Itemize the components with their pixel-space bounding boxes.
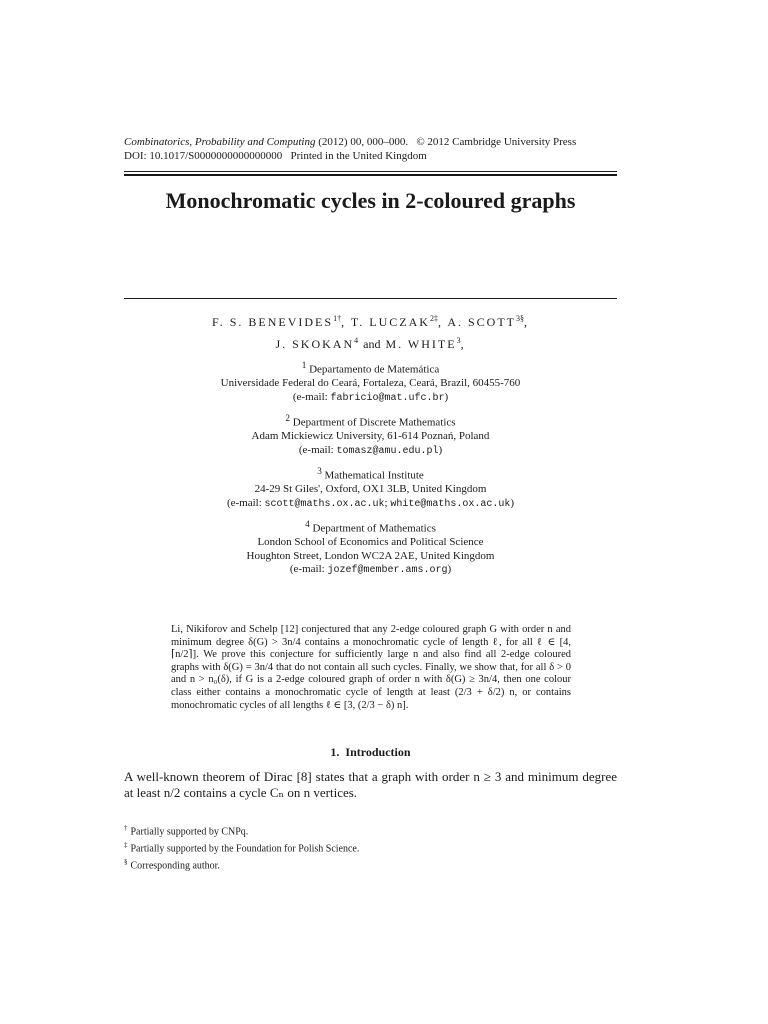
footnote-mark: § xyxy=(124,857,128,866)
email-suffix: ) xyxy=(447,563,452,576)
email-link[interactable]: white@maths.ox.ac.uk xyxy=(390,498,511,510)
header-rule-bottom xyxy=(124,174,617,176)
affiliation-3: $^3$ Mathematical Institute 24-29 St Giles', Oxford, OX1 3LB, United Kingdom (e-mail: scott@maths.ox.ac.uk; white@maths.ox.ac.uk) xyxy=(124,465,617,511)
doi-line xyxy=(124,149,612,163)
author-mark: 3§ xyxy=(515,314,524,323)
affiliation-address: Universidade Federal do Ceará, Fortaleza, Ceará, Brazil, 60455-760 xyxy=(220,377,521,390)
author-name: F. S. BENEVIDES xyxy=(212,315,334,329)
affiliation-dept: Mathematical Institute xyxy=(324,469,424,482)
affiliation-dept: Department of Mathematics xyxy=(312,522,436,535)
footnote xyxy=(124,839,617,856)
affiliation-dept: Departamento de Matemática xyxy=(309,363,440,376)
header-rule-top xyxy=(124,171,617,172)
email-prefix: (e-mail: xyxy=(298,443,337,456)
affiliation-1 xyxy=(124,359,617,405)
affiliation-school: London School of Economics and Political Science xyxy=(257,536,484,549)
affiliation-number: 1 xyxy=(301,360,307,370)
journal-citation-line xyxy=(124,135,612,149)
title-rule xyxy=(124,298,617,299)
footnote xyxy=(124,822,617,839)
footnote-text: Partially supported by CNPq. xyxy=(130,826,249,838)
email-suffix: ) xyxy=(510,496,515,509)
authors-line-1: F. S. $BENEVIDES^{1\dagger}$, T. $LUCZAK^{2\ddagger}$, A. $SCOTT^{3\S}$, xyxy=(212,314,529,329)
affiliation-number: 3 xyxy=(317,466,322,476)
footnotes xyxy=(124,822,617,872)
affiliation-address: 24-29 St Giles', Oxford, OX1 3LB, United Kingdom xyxy=(254,483,487,496)
section-title: Introduction xyxy=(345,745,411,759)
affiliation-number: 2 xyxy=(285,413,290,423)
email-prefix: (e-mail: xyxy=(226,496,265,509)
email-link[interactable]: tomasz@amu.edu.pl xyxy=(336,445,439,457)
email-prefix: (e-mail: xyxy=(292,390,331,403)
footnote-text: Partially supported by the Foundation for Polish Science. xyxy=(130,843,360,855)
section-heading xyxy=(124,745,617,760)
journal-citation: (2012) 00, 000–000. xyxy=(318,136,409,148)
author-mark: 3 xyxy=(456,336,461,345)
affiliation-number: 4 xyxy=(305,519,310,529)
authors-line-2: J. SKOKAN$^4$ and M. WHITE$^3$, xyxy=(275,336,466,351)
affiliation-2 xyxy=(124,412,617,458)
email-prefix: (e-mail: xyxy=(289,563,328,576)
author-mark: 4 xyxy=(354,336,359,345)
footnote-mark: ‡ xyxy=(124,840,128,849)
affiliation-address: Houghton Street, London WC2A 2AE, United Kingdom xyxy=(246,549,495,562)
author-name: J. SKOKAN xyxy=(275,337,355,351)
email-link[interactable]: scott@maths.ox.ac.uk xyxy=(264,498,385,510)
affiliation-dept: Department of Discrete Mathematics xyxy=(292,416,456,429)
email-suffix: ) xyxy=(438,443,443,456)
author-mark: 2‡ xyxy=(429,314,438,323)
author-name: T. LUCZAK xyxy=(350,315,430,329)
doi: DOI: 10.1017/S0000000000000000 xyxy=(124,150,283,162)
printed-location: Printed in the United Kingdom xyxy=(290,150,427,162)
section-number: 1. xyxy=(330,745,340,759)
author-name: A. SCOTT xyxy=(447,315,516,329)
abstract: Li, Nikiforov and Schelp [12] conjectured that any 2-edge coloured graph G with order n and minimum degree δ(G) > 3n/4 contains a monochromatic cycle of length ℓ, for all ℓ ∈ [4, ⌈n/2⌉]. We prove this conjecture for sufficiently large n and also find all 2-edge coloured graphs with δ(G) = 3n/4 that do not contain all such cycles. Finally, we show that, for all δ > 0 and n > n₀(δ), if G is a 2-edge coloured graph of order n with δ(G) ≥ 3n/4, then one colour class either contains a monochromatic cycle of length at least (2/3 + δ/2) n, or contains monochromatic cycles of all lengths ℓ ∈ [3, (2/3 − δ) n]. xyxy=(171,624,571,711)
intro-paragraph: A well-known theorem of Dirac [8] states that a graph with order n ≥ 3 and minimum degree at least n/2 contains a cycle Cₙ on n vertices. xyxy=(124,769,617,800)
author-mark: 1† xyxy=(333,314,342,323)
email-link[interactable]: jozef@member.ams.org xyxy=(327,565,448,577)
affiliation-address: Adam Mickiewicz University, 61-614 Poznań, Poland xyxy=(251,430,490,443)
footnote-mark: † xyxy=(124,824,128,832)
email-suffix: ) xyxy=(444,390,449,403)
author-conjunction: and xyxy=(363,337,381,351)
author-name: M. WHITE xyxy=(385,337,457,351)
footnote xyxy=(124,856,617,873)
copyright: © 2012 Cambridge University Press xyxy=(416,136,577,148)
footnote-text: Corresponding author. xyxy=(130,859,220,871)
email-link[interactable]: fabricio@mat.ufc.br xyxy=(330,392,445,404)
journal-name: Combinatorics, Probability and Computing xyxy=(124,136,316,148)
affiliation-4 xyxy=(124,518,617,578)
journal-header xyxy=(124,135,612,163)
paper-title: Monochromatic cycles in 2-coloured graphs xyxy=(165,188,576,213)
